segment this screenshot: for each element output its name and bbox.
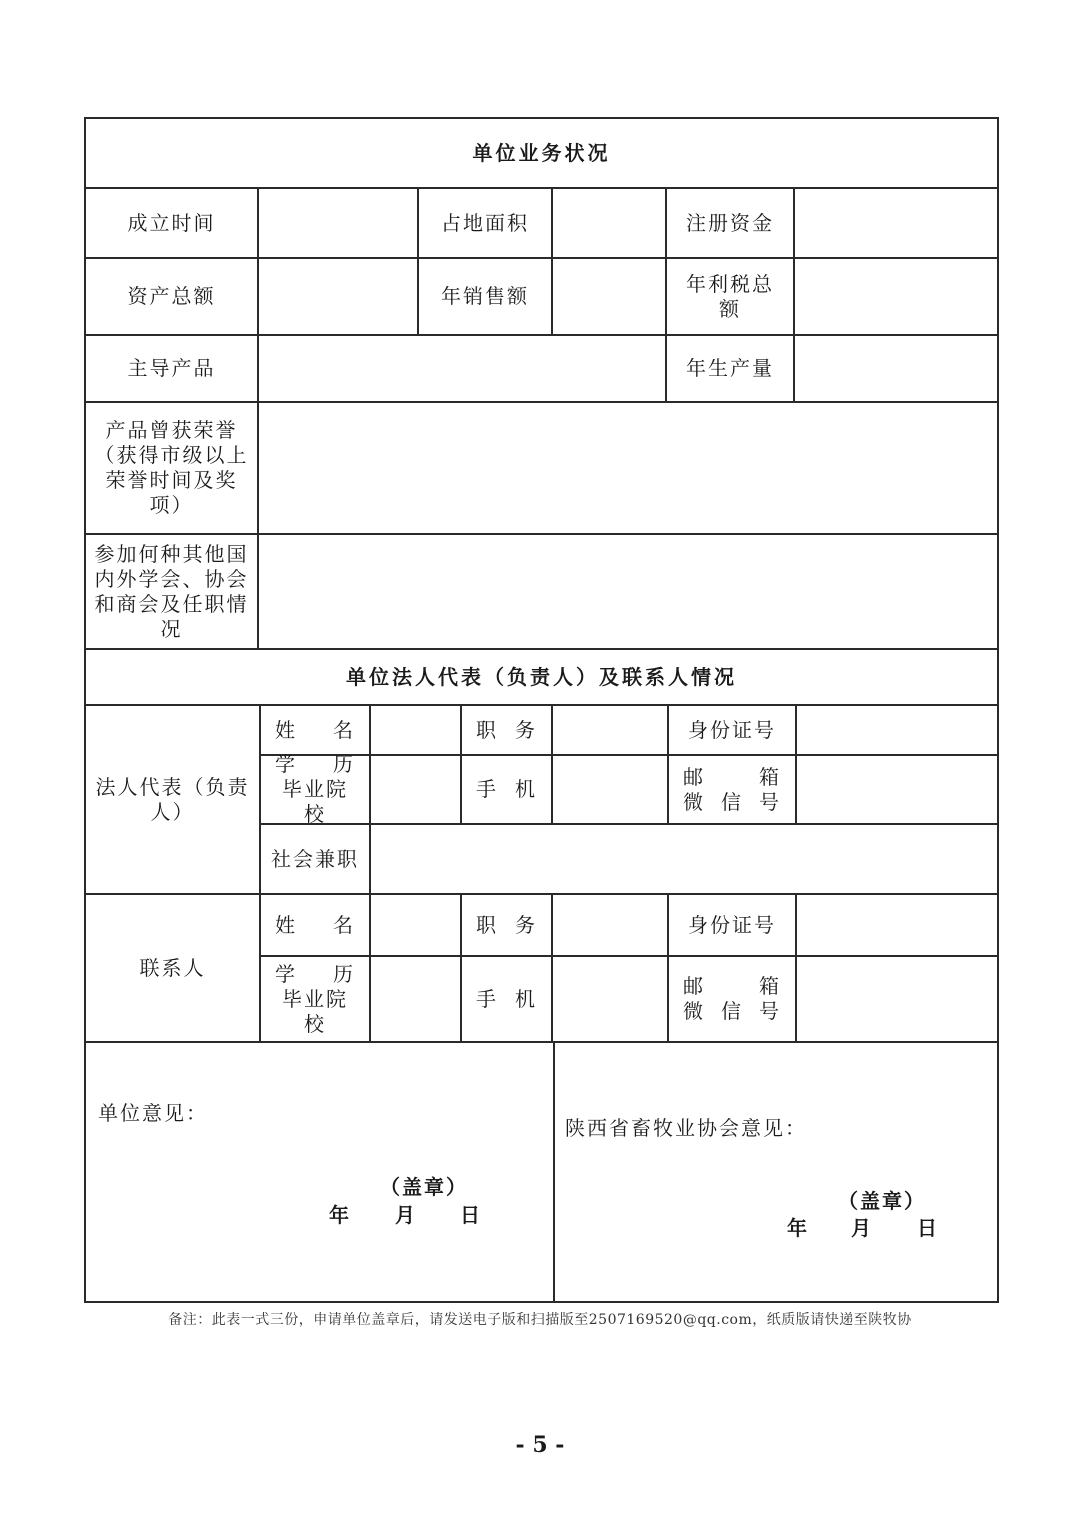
label-char: 信 [721,999,743,1023]
label-contact: 联系人 [139,955,206,980]
association-date-day: 日 [917,1216,939,1240]
label-land-area: 占地面积 [441,210,529,235]
label-char: 务 [515,912,537,937]
label-annual-sales: 年销售额 [441,284,529,308]
label-line: 年利税总 [686,271,774,296]
label-mobile [462,756,551,823]
association-date-year: 年 [787,1216,809,1240]
label-char: 微 [683,999,705,1023]
label-line: 项） [149,493,194,517]
field-annual-sales[interactable] [553,259,665,334]
unit-date-month: 月 [395,1203,417,1227]
label-row [683,999,781,1024]
label-char: 手 [476,986,498,1011]
association-seal-label: （盖章） [838,1189,926,1213]
field-founded[interactable] [259,189,417,257]
label-line: 参加何种其他国 [94,541,249,566]
label-email-wechat [669,957,795,1041]
label-char: 名 [333,717,355,742]
label-id-no: 身份证号 [688,912,776,937]
unit-seal-label: （盖章） [380,1175,468,1199]
label-id-no: 身份证号 [688,717,776,742]
label-line: 产品曾获荣誉 [105,418,238,442]
label-char: 机 [515,986,537,1011]
field-rep-id-no[interactable] [797,706,997,754]
label-post [462,895,551,955]
label-line: 荣誉时间及奖 [105,468,238,492]
field-contact-id-no[interactable] [797,895,997,955]
page-number: - 5 - [515,1432,565,1458]
association-date-month: 月 [851,1216,873,1240]
field-reg-capital[interactable] [795,189,997,257]
label-row [683,765,781,790]
field-rep-email[interactable] [797,756,997,823]
label-row [275,752,355,777]
label-row [683,790,781,815]
label-row [683,974,781,999]
label-line: 内外学会、协会 [94,566,249,591]
association-opinion-label: 陕西省畜牧业协会意见： [565,1116,807,1140]
label-annual-output: 年生产量 [686,356,774,380]
label-char: 号 [759,999,781,1023]
section-title-business: 单位业务状况 [472,140,611,165]
field-contact-post[interactable] [553,895,667,955]
label-char: 号 [759,789,781,814]
label-honors [86,403,257,533]
label-char: 姓 [275,912,297,937]
unit-opinion-box[interactable] [86,1043,553,1301]
footer-note: 备注：此表一式三份，申请单位盖章后，请发送电子版和扫描版至2507169520@qq.com，纸质版请快递至陕牧协 [168,1312,912,1328]
label-char: 历 [333,961,355,986]
unit-date-day: 日 [460,1203,482,1227]
label-email-wechat [669,756,795,823]
label-char: 邮 [683,764,705,789]
label-char: 名 [333,912,355,937]
field-contact-name[interactable] [371,895,460,955]
field-rep-post[interactable] [553,706,667,754]
label-char: 信 [721,789,743,814]
field-main-product[interactable] [259,336,665,401]
label-memberships [86,535,257,648]
label-char: 邮 [683,974,705,998]
field-rep-mobile[interactable] [553,756,667,823]
field-side-job[interactable] [371,825,997,893]
field-rep-name[interactable] [371,706,460,754]
unit-date-year: 年 [329,1203,351,1227]
label-char: 手 [476,777,498,801]
label-name [261,706,369,754]
label-total-assets: 资产总额 [127,284,216,308]
label-reg-capital: 注册资金 [686,210,774,235]
field-honors[interactable] [259,403,997,533]
field-memberships[interactable] [259,535,997,648]
label-char: 职 [476,912,498,937]
label-education-school [261,957,369,1041]
label-post [462,706,551,754]
label-char: 机 [515,777,537,801]
label-mobile [462,957,551,1041]
label-char: 箱 [759,764,781,789]
label-char: 历 [333,752,355,776]
label-line: （获得市级以上 [94,443,249,467]
label-char: 职 [476,717,498,742]
field-rep-education[interactable] [371,756,460,823]
section-title-representatives: 单位法人代表（负责人）及联系人情况 [346,664,737,689]
label-row [275,987,355,1037]
field-contact-email[interactable] [797,957,997,1041]
label-char: 学 [275,752,297,776]
label-row [275,962,355,987]
field-total-assets[interactable] [259,259,417,334]
field-annual-output[interactable] [795,336,997,401]
field-contact-mobile[interactable] [553,957,667,1041]
label-main-product: 主导产品 [127,356,216,380]
label-char: 学 [275,961,297,986]
label-char: 姓 [275,717,297,742]
label-side-job: 社会兼职 [271,846,359,871]
label-line: 法人代表（负责 [95,774,250,799]
label-legal-rep [86,706,259,893]
label-line: 和商会及任职情 [94,591,249,616]
label-line: 额 [719,296,741,321]
field-contact-education[interactable] [371,957,460,1041]
label-char: 微 [683,789,705,814]
label-founded: 成立时间 [127,210,216,235]
label-line: 人） [150,799,195,824]
label-education-school [261,752,369,826]
label-name [261,895,369,955]
association-opinion-box[interactable] [555,1043,997,1301]
label-char: 务 [515,717,537,742]
label-line: 况 [160,616,183,641]
label-annual-profit-tax [667,259,793,334]
field-annual-profit-tax[interactable] [795,259,997,334]
unit-opinion-label: 单位意见： [98,1101,208,1125]
field-land-area[interactable] [553,189,665,257]
label-char: 箱 [759,974,781,998]
label-line: 毕业院校 [282,986,348,1036]
label-row [275,777,355,827]
label-line: 毕业院校 [282,777,348,826]
